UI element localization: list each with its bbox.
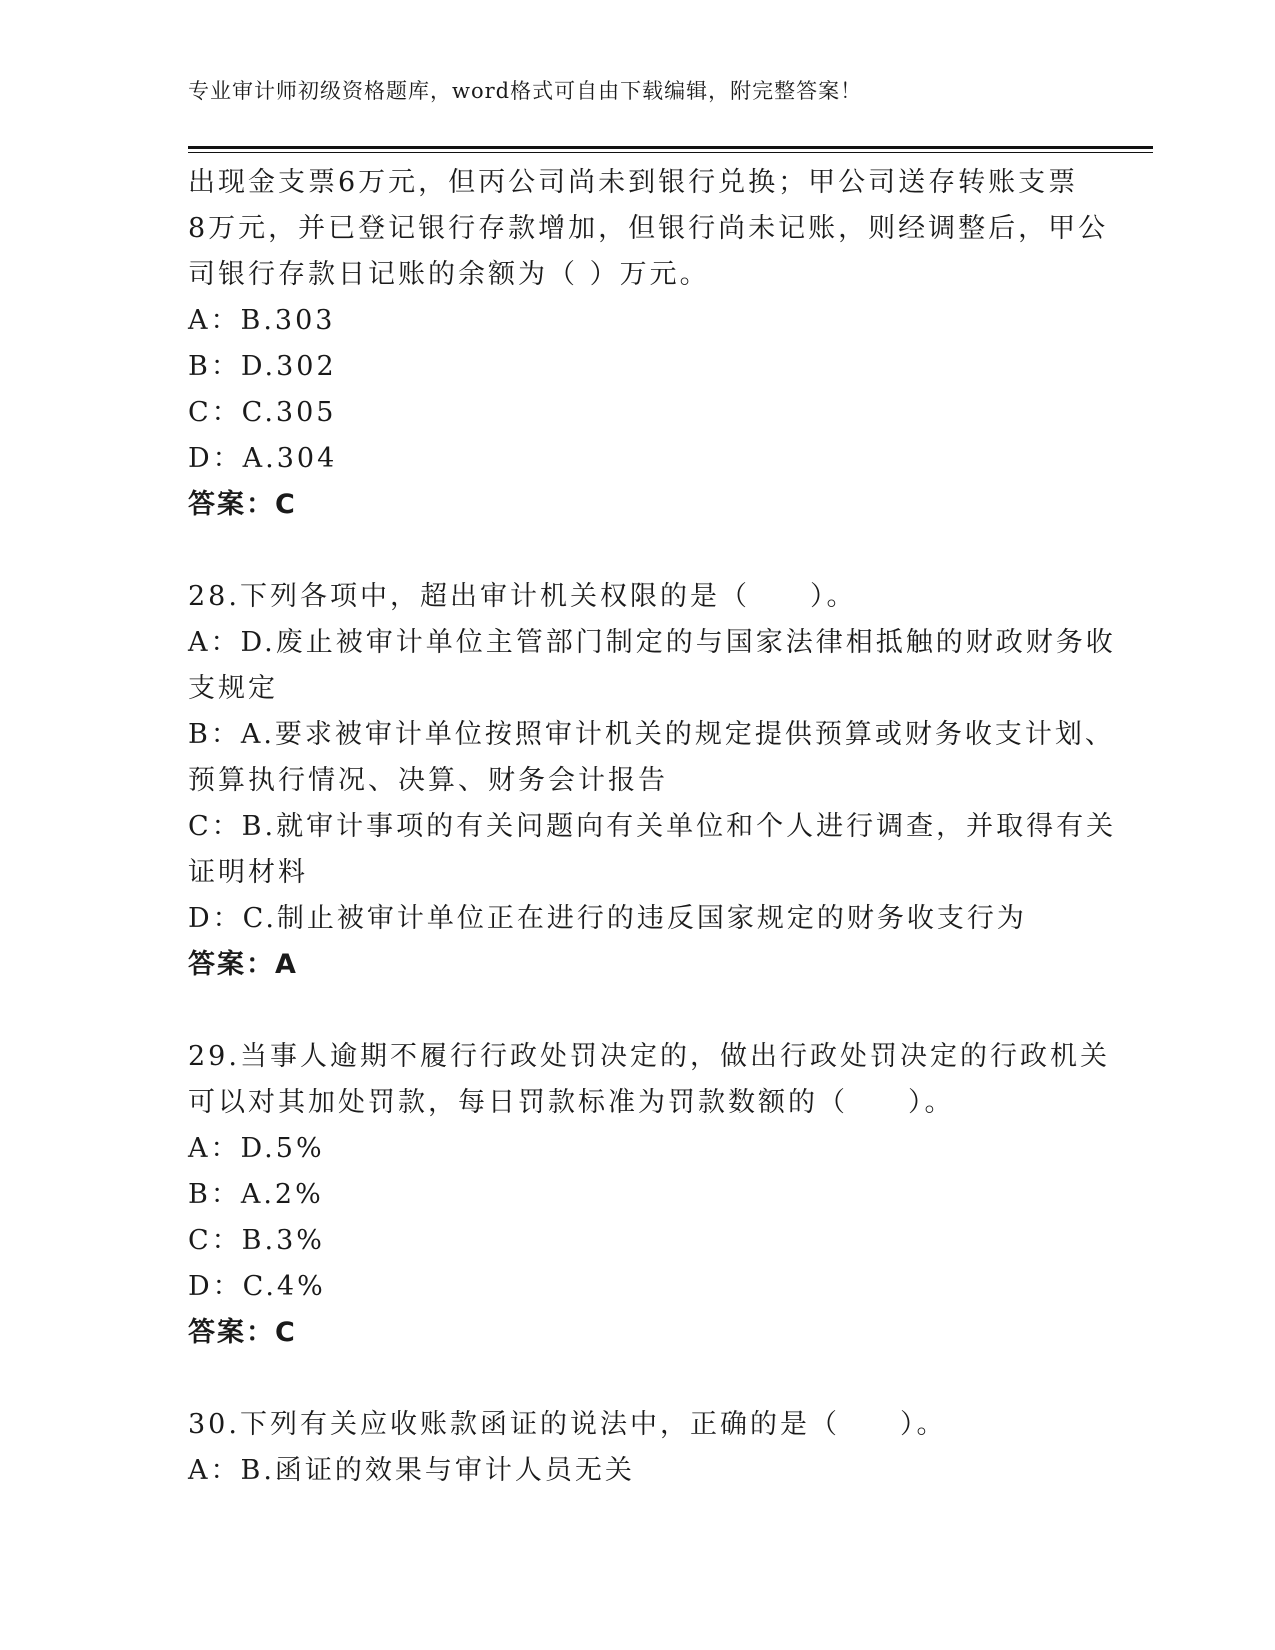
question-text-line: 30.下列有关应收账款函证的说法中，正确的是（ ）。 xyxy=(188,1409,947,1440)
spacer xyxy=(188,1356,1088,1402)
option-b: B：A.要求被审计单位按照审计机关的规定提供预算或财务收支计划、 xyxy=(188,719,1115,750)
option-a: A：B.303 xyxy=(188,305,336,336)
option-b-cont: 预算执行情况、决算、财务会计报告 xyxy=(188,765,668,796)
question-30 xyxy=(188,1402,1088,1494)
option-c: C：B.3% xyxy=(188,1225,325,1256)
option-c: C：C.305 xyxy=(188,397,337,428)
question-text-line: 可以对其加处罚款，每日罚款标准为罚款数额的（ ）。 xyxy=(188,1087,955,1118)
question-28 xyxy=(188,574,1117,988)
answer-label: 答案：A xyxy=(188,949,298,980)
option-a: A：B.函证的效果与审计人员无关 xyxy=(188,1455,635,1486)
option-a: A：D.5% xyxy=(188,1133,325,1164)
answer-label: 答案：C xyxy=(188,1317,297,1348)
question-list xyxy=(188,160,1117,1494)
option-c-cont: 证明材料 xyxy=(188,857,308,888)
question-text-line: 29.当事人逾期不履行行政处罚决定的，做出行政处罚决定的行政机关 xyxy=(188,1041,1110,1072)
option-a: A：D.废止被审计单位主管部门制定的与国家法律相抵触的财政财务收 xyxy=(188,627,1116,658)
option-d: D：C.4% xyxy=(188,1271,326,1302)
option-a-cont: 支规定 xyxy=(188,673,278,704)
question-text-line: 出现金支票6万元，但丙公司尚未到银行兑换；甲公司送存转账支票 xyxy=(188,167,1079,198)
option-b: B：D.302 xyxy=(188,351,337,382)
question-text-line: 司银行存款日记账的余额为（ ）万元。 xyxy=(188,259,710,290)
option-b: B：A.2% xyxy=(188,1179,324,1210)
answer-label: 答案：C xyxy=(188,489,297,520)
header-divider xyxy=(188,146,1153,149)
question-text-line: 28.下列各项中，超出审计机关权限的是（ ）。 xyxy=(188,581,857,612)
question-text-line: 8万元，并已登记银行存款增加，但银行尚未记账，则经调整后，甲公 xyxy=(188,213,1109,244)
spacer xyxy=(188,528,1088,574)
option-d: D：C.制止被审计单位正在进行的违反国家规定的财务收支行为 xyxy=(188,903,1027,934)
question-27 xyxy=(188,160,1109,528)
option-d: D：A.304 xyxy=(188,443,338,474)
question-29 xyxy=(188,1034,1110,1356)
header-divider-thin xyxy=(188,152,1153,153)
spacer xyxy=(188,988,1088,1034)
page-header: 专业审计师初级资格题库，word格式可自由下载编辑，附完整答案！ xyxy=(188,79,863,103)
option-c: C：B.就审计事项的有关问题向有关单位和个人进行调查，并取得有关 xyxy=(188,811,1117,842)
